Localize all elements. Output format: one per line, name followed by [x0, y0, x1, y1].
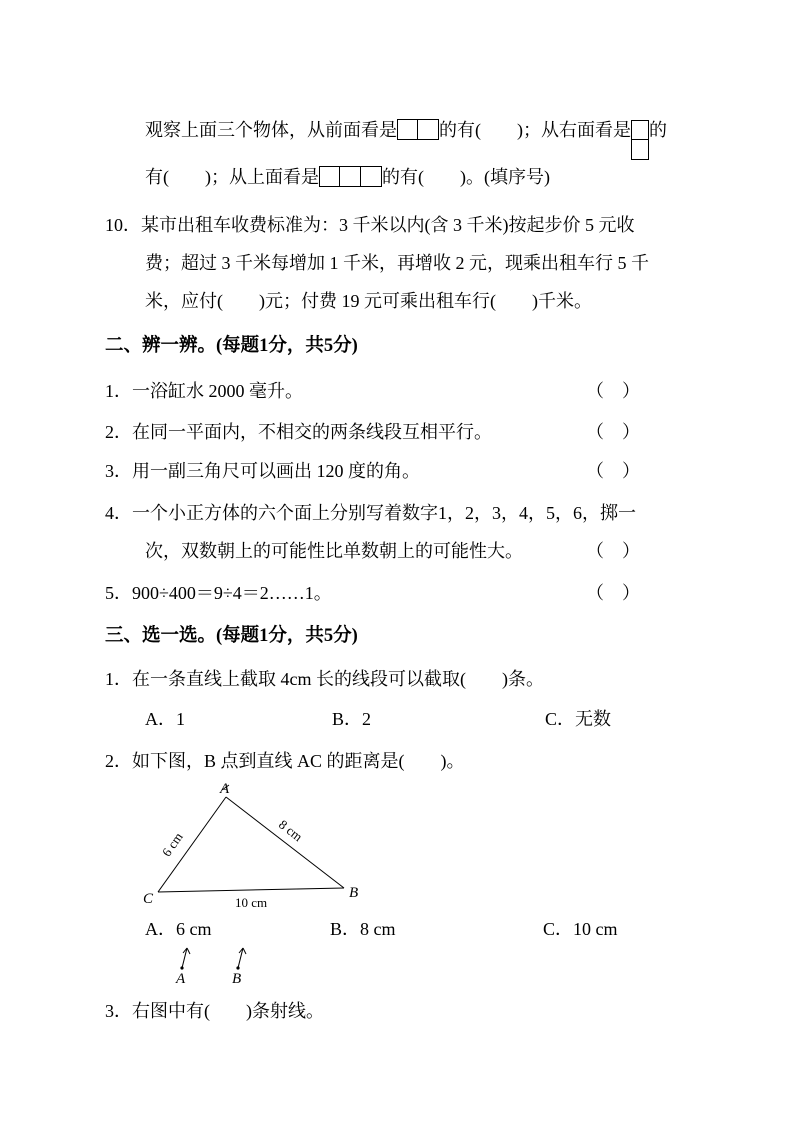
- square-cell: [319, 166, 340, 187]
- ray-a-endpoint-dot: [180, 966, 183, 969]
- two-squares-row-icon: [397, 119, 439, 140]
- q9-text-top: 有( )；从上面看是: [145, 167, 319, 187]
- q9-text-end: 的有( )。(填序号): [382, 167, 550, 187]
- sec2-item5: 5．900÷400＝9÷4＝2……1。: [105, 583, 332, 603]
- square-cell: [631, 120, 649, 140]
- vertex-a-label: A: [220, 781, 230, 797]
- vertex-b-label: B: [349, 885, 359, 901]
- ray-b-endpoint-dot: [236, 966, 239, 969]
- sec3-q2-option-c: C．10 cm: [543, 919, 618, 939]
- q9-text-right: 的有( )；从右面看是: [439, 120, 631, 140]
- sec2-item1: 1．一浴缸水 2000 毫升。: [105, 381, 303, 401]
- ray-a-arrowhead: [187, 948, 190, 954]
- section3-title: 三、选一选。(每题1分，共5分): [105, 626, 358, 646]
- sec2-item5-answer-blank: （ ）: [586, 583, 640, 603]
- section2-title: 二、辨一辨。(每题1分，共5分): [105, 336, 358, 356]
- side-ab-line: [226, 797, 344, 888]
- sec2-item4-line1: 4．一个小正方体的六个面上分别写着数字1，2，3，4，5，6，掷一: [105, 503, 636, 523]
- question9-line2: [145, 164, 550, 190]
- two-squares-column-icon: [631, 120, 649, 160]
- question10-line2: 费；超过 3 千米每增加 1 千米，再增收 2 元，现乘出租车行 5 千: [145, 253, 649, 273]
- sec3-q2-option-a: A．6 cm: [145, 919, 212, 939]
- sec3-q1-option-b: B．2: [332, 709, 372, 729]
- sec2-item4-line2: 次，双数朝上的可能性比单数朝上的可能性大。: [145, 541, 523, 561]
- square-cell: [631, 140, 649, 160]
- question9-line1: [145, 117, 667, 143]
- sec3-q1-option-a: A．1: [145, 709, 185, 729]
- q9-text-front: 观察上面三个物体，从前面看是: [145, 120, 397, 140]
- question10-line3: 米，应付( )元；付费 19 元可乘出租车行( )千米。: [145, 291, 592, 311]
- side-cb-line: [158, 888, 344, 892]
- side-cb-length-label: 10 cm: [235, 895, 268, 910]
- three-squares-row-icon: [319, 166, 382, 187]
- square-cell: [397, 119, 418, 140]
- vertex-c-label: C: [143, 891, 154, 907]
- square-cell: [418, 119, 439, 140]
- ray-b-arrowhead: [243, 948, 246, 954]
- sec2-item3-answer-blank: （ ）: [586, 461, 640, 481]
- square-cell: [340, 166, 361, 187]
- rays-figure: [166, 940, 276, 986]
- sec3-q2-option-b: B．8 cm: [330, 919, 396, 939]
- ray-a-label: A: [176, 971, 186, 986]
- side-ac-length-label: 6 cm: [158, 829, 186, 860]
- q9-text-de: 的: [649, 120, 667, 140]
- sec2-item2-answer-blank: （ ）: [586, 422, 640, 442]
- sec3-q3: 3．右图中有( )条射线。: [105, 1001, 324, 1021]
- triangle-figure: [138, 781, 373, 913]
- sec2-item1-answer-blank: （ ）: [586, 381, 640, 401]
- sec2-item4-answer-blank: （ ）: [586, 541, 640, 561]
- square-cell: [361, 166, 382, 187]
- sec3-q1-option-c: C．无数: [545, 709, 612, 729]
- sec2-item2: 2．在同一平面内，不相交的两条线段互相平行。: [105, 422, 492, 442]
- sec3-q2: 2．如下图，B 点到直线 AC 的距离是( )。: [105, 751, 465, 771]
- sec2-item3: 3．用一副三角尺可以画出 120 度的角。: [105, 461, 420, 481]
- side-ab-length-label: 8 cm: [276, 816, 306, 845]
- question10-line1: 10．某市出租车收费标准为：3 千米以内(含 3 千米)按起步价 5 元收: [105, 215, 635, 235]
- ray-b-label: B: [232, 971, 242, 986]
- sec3-q1: 1．在一条直线上截取 4cm 长的线段可以截取( )条。: [105, 669, 544, 689]
